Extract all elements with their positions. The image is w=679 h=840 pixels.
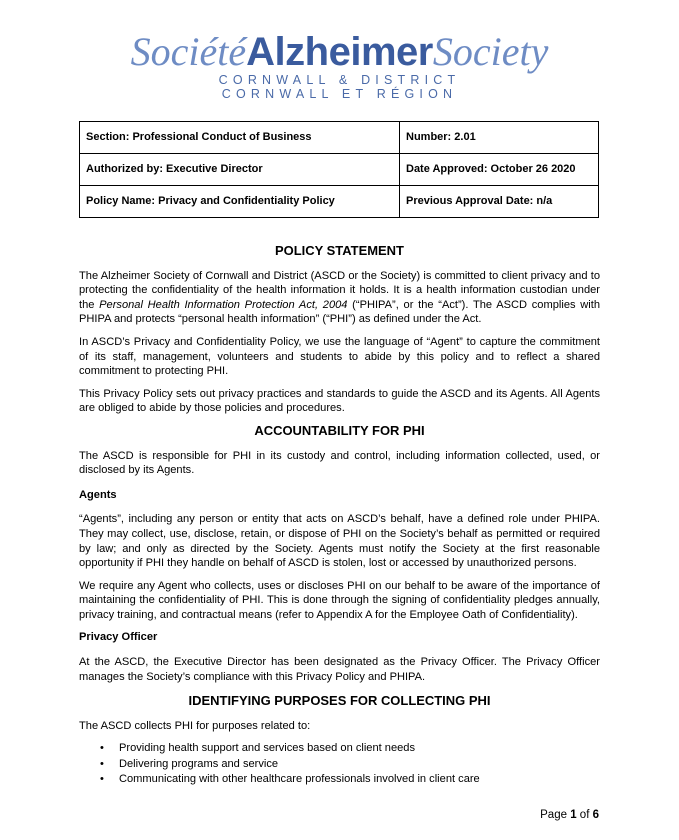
page-number (540, 808, 599, 823)
logo-word-fr: Société (130, 29, 247, 74)
paragraph-agents-role: “Agents”, including any person or entity that acts on ASCD’s behalf, have a defined role under PHIPA. They may collect, use, disclose, retain, or dispose of PHI on the Society’s behalf as permitted or required by law; and only as directed by the Society. Agents must notify the Society at the first reasonable opportunity if PHI they handle on behalf of ASCD is stolen, lost or accessed by unauthorized persons. (79, 513, 600, 570)
meta-row (80, 186, 599, 218)
previous-approval-cell: Previous Approval Date: n/a (400, 186, 599, 218)
purposes-list (79, 741, 600, 788)
page-word: Page (540, 809, 571, 821)
document-body (79, 244, 600, 788)
list-item: • Providing health support and services based on client needs (119, 741, 600, 757)
paragraph-intro (79, 269, 600, 327)
act-title: Personal Health Information Protection Act, 2004 (99, 298, 348, 311)
logo-word-society: Society (432, 29, 549, 74)
policy-name-cell: Policy Name: Privacy and Confidentiality Policy (80, 186, 400, 218)
logo-wordmark (0, 30, 679, 74)
logo-sub-french: CORNWALL ET RÉGION (221, 87, 458, 101)
identifying-purposes-heading: IDENTIFYING PURPOSES FOR COLLECTING PHI (188, 693, 491, 709)
authorized-cell: Authorized by: Executive Director (80, 154, 400, 186)
paragraph-responsibility: The ASCD is responsible for PHI in its custody and control, including information collected, used, or disclosed by its Agents. (79, 449, 600, 477)
date-approved-cell: Date Approved: October 26 2020 (400, 154, 599, 186)
logo-word-en: Alzheimer (246, 30, 433, 74)
list-item: • Delivering programs and service (119, 757, 600, 773)
paragraph-purposes: The ASCD collects PHI for purposes related to: (79, 719, 311, 732)
paragraph-intro-a: The Alzheimer Society of Cornwall and District (ASCD or the Society) is committed to client privacy and to protecting the confidentiality of the health information it holds. It is a health information custodian under the (79, 269, 600, 311)
number-cell: Number: 2.01 (400, 122, 599, 154)
policy-meta-table (79, 121, 599, 218)
society-logo (0, 30, 679, 101)
paragraph-privacy-officer: At the ASCD, the Executive Director has been designated as the Privacy Officer. The Privacy Officer manages the Society’s compliance with this Privacy Policy and PHIPA. (79, 656, 600, 683)
section-cell: Section: Professional Conduct of Business (80, 122, 400, 154)
meta-row (80, 154, 599, 186)
paragraph-intro-b: (“PHIPA”, or the “Act”). The ASCD complies with PHIPA and protects “personal health information” (“PHI”) as defined under the Act. (79, 298, 600, 326)
agents-heading: Agents (79, 488, 117, 501)
privacy-officer-heading: Privacy Officer (79, 631, 158, 644)
paragraph-agent-language: In ASCD’s Privacy and Confidentiality Policy, we use the language of “Agent” to capture the commitment of its staff, management, volunteers and students to abide by this policy and to reflect a shared commitment to protecting PHI. (79, 335, 600, 378)
of-word: of (576, 809, 593, 821)
page-current: 1 (570, 809, 577, 821)
logo-sub-english: CORNWALL & DISTRICT (218, 73, 461, 87)
page-total: 6 (592, 809, 599, 821)
meta-row (80, 122, 599, 154)
list-item: • Communicating with other healthcare professionals involved in client care (119, 772, 600, 788)
accountability-heading: ACCOUNTABILITY FOR PHI (254, 422, 425, 438)
paragraph-privacy-policy: This Privacy Policy sets out privacy practices and standards to guide the ASCD and its Agents. All Agents are obliged to abide by those policies and procedures. (79, 387, 600, 415)
policy-statement-heading: POLICY STATEMENT (275, 243, 404, 258)
paragraph-agents-requirement: We require any Agent who collects, uses or discloses PHI on our behalf to be aware of the importance of maintaining the confidentiality of PHI. This is done through the signing of confidentiality pledges annually, privacy training, and contractual means (refer to Appendix A for the Employee Oath of Confidentiality). (79, 579, 600, 621)
